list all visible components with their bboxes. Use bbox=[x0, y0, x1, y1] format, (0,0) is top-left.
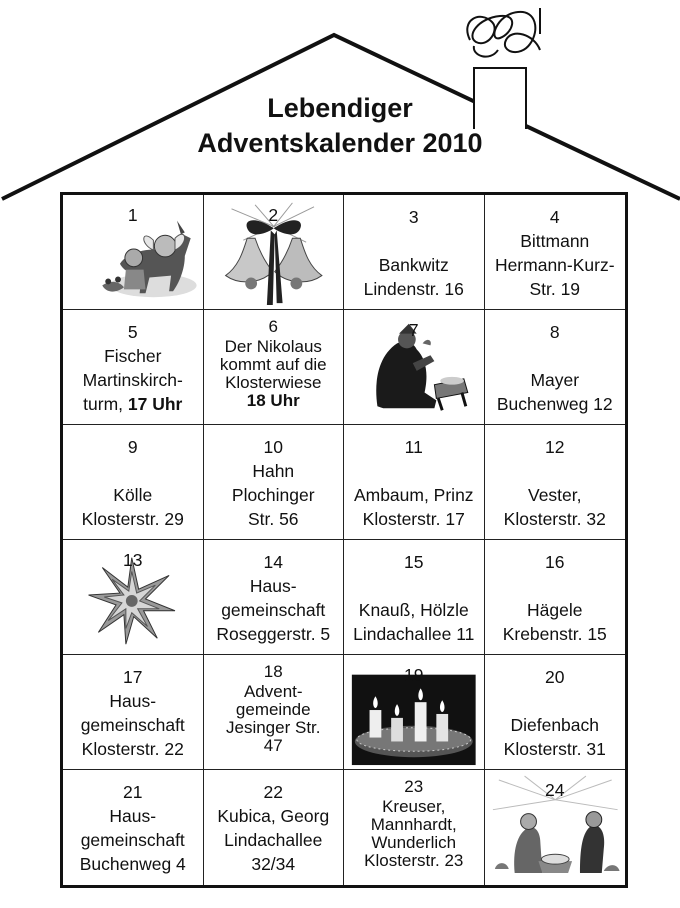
door-text-line: Wunderlich bbox=[371, 833, 457, 852]
door-text-line: Klosterstr. 22 bbox=[81, 739, 184, 759]
door-text-line: Lindachallee bbox=[224, 830, 323, 850]
page-title-line-2: Adventskalender 2010 bbox=[197, 128, 483, 158]
day-number: 7 bbox=[408, 320, 419, 340]
door-text-line: Fischer bbox=[104, 346, 162, 366]
day-number: 17 bbox=[123, 667, 143, 687]
door-text-line: Haus- bbox=[109, 806, 157, 826]
day-number: 10 bbox=[263, 437, 283, 457]
door-text-line: Bankwitz bbox=[378, 255, 449, 275]
door-text-line: Buchenweg 12 bbox=[496, 394, 613, 414]
door-text-line: Vester, bbox=[527, 485, 582, 505]
door-text-line: gemeinschaft bbox=[221, 600, 326, 620]
door-text-line: Hahn bbox=[252, 461, 295, 481]
door-text-line: Klosterstr. 17 bbox=[362, 509, 465, 529]
door-text-line: Kölle bbox=[113, 485, 153, 505]
door-text-line: Str. 19 bbox=[529, 279, 581, 299]
door-text-line: Klosterstr. 31 bbox=[503, 739, 606, 759]
calendar-door-21 bbox=[63, 770, 204, 885]
calendar-door-12 bbox=[485, 425, 626, 540]
door-text-line: gemeinde bbox=[235, 700, 311, 719]
door-text-line: Mannhardt, bbox=[370, 815, 457, 834]
day-number: 21 bbox=[123, 782, 143, 802]
calendar-door-2 bbox=[204, 195, 345, 310]
calendar-door-6 bbox=[204, 310, 345, 425]
door-text-part: turm, bbox=[83, 394, 128, 414]
day-number: 12 bbox=[545, 437, 565, 457]
calendar-door-5 bbox=[63, 310, 204, 425]
chimney-smoke bbox=[467, 8, 540, 57]
calendar-door-1 bbox=[63, 195, 204, 310]
page-title-line-1: Lebendiger bbox=[267, 93, 413, 123]
door-text-line: Lindachallee 11 bbox=[353, 624, 475, 644]
door-text-line: Diefenbach bbox=[510, 715, 600, 735]
door-text-line: Mayer bbox=[530, 370, 580, 390]
day-number: 18 bbox=[263, 662, 283, 681]
calendar-door-18 bbox=[204, 655, 345, 770]
day-number: 16 bbox=[545, 552, 565, 572]
calendar-door-9 bbox=[63, 425, 204, 540]
calendar-door-8 bbox=[485, 310, 626, 425]
door-time: 18 Uhr bbox=[246, 391, 300, 410]
door-text-line: Bittmann bbox=[520, 231, 590, 251]
door-text-line: kommt auf die bbox=[219, 355, 327, 374]
day-number: 13 bbox=[123, 550, 143, 570]
day-number: 22 bbox=[263, 782, 283, 802]
day-number: 15 bbox=[404, 552, 424, 572]
door-text-line: Advent- bbox=[243, 682, 303, 701]
day-number: 8 bbox=[549, 322, 560, 342]
calendar-door-16 bbox=[485, 540, 626, 655]
door-text-line: Klosterstr. 32 bbox=[503, 509, 606, 529]
calendar-door-19 bbox=[344, 655, 485, 770]
door-text-line: 47 bbox=[263, 736, 283, 755]
day-number: 5 bbox=[127, 322, 138, 342]
door-text-line: Hermann-Kurz- bbox=[494, 255, 615, 275]
calendar-door-7 bbox=[344, 310, 485, 425]
day-number: 19 bbox=[404, 665, 424, 685]
door-text-line bbox=[63, 392, 203, 416]
door-text-line: Der Nikolaus bbox=[224, 337, 322, 356]
day-number: 6 bbox=[268, 317, 278, 336]
calendar-door-3 bbox=[344, 195, 485, 310]
door-text-line: Lindenstr. 16 bbox=[363, 279, 464, 299]
door-text-line: Klosterstr. 29 bbox=[81, 509, 184, 529]
calendar-door-24 bbox=[485, 770, 626, 885]
calendar-door-17 bbox=[63, 655, 204, 770]
advent-calendar-grid bbox=[60, 192, 628, 888]
door-text-line: Kreuser, bbox=[382, 797, 446, 816]
calendar-door-23 bbox=[344, 770, 485, 885]
door-text-line: Str. 56 bbox=[247, 509, 299, 529]
calendar-door-22 bbox=[204, 770, 345, 885]
day-number: 1 bbox=[127, 205, 138, 225]
door-text-line: gemeinschaft bbox=[80, 715, 185, 735]
day-number: 4 bbox=[549, 207, 560, 227]
day-number: 20 bbox=[545, 667, 565, 687]
door-text-line: 32/34 bbox=[251, 854, 296, 874]
day-number: 11 bbox=[404, 437, 423, 457]
door-text-line: Haus- bbox=[109, 691, 157, 711]
door-text-line: Klosterstr. 23 bbox=[364, 851, 464, 870]
door-text-line: Jesinger Str. bbox=[226, 718, 321, 737]
day-number: 3 bbox=[408, 207, 419, 227]
calendar-door-13 bbox=[63, 540, 204, 655]
door-text-line: Martinskirch- bbox=[82, 370, 183, 390]
door-text-line: Kubica, Georg bbox=[217, 806, 330, 826]
day-number: 9 bbox=[127, 437, 138, 457]
calendar-door-15 bbox=[344, 540, 485, 655]
calendar-door-20 bbox=[485, 655, 626, 770]
calendar-door-4 bbox=[485, 195, 626, 310]
door-time: 17 Uhr bbox=[127, 394, 183, 414]
door-text-line: Roseggerstr. 5 bbox=[216, 624, 331, 644]
door-text-line: Hägele bbox=[527, 600, 583, 620]
door-text-line: Krebenstr. 15 bbox=[502, 624, 607, 644]
day-number: 23 bbox=[404, 777, 424, 796]
door-text-line: Plochinger bbox=[231, 485, 315, 505]
door-text-line: gemeinschaft bbox=[80, 830, 185, 850]
door-text-line: Ambaum, Prinz bbox=[353, 485, 474, 505]
day-number: 24 bbox=[545, 780, 565, 800]
calendar-door-10 bbox=[204, 425, 345, 540]
calendar-door-14 bbox=[204, 540, 345, 655]
door-text-line: Buchenweg 4 bbox=[79, 854, 186, 874]
calendar-door-11 bbox=[344, 425, 485, 540]
day-number: 2 bbox=[268, 205, 279, 225]
day-number: 14 bbox=[263, 552, 283, 572]
door-text-line: Klosterwiese bbox=[225, 373, 322, 392]
door-text-line: Knauß, Hölzle bbox=[358, 600, 469, 620]
door-text-line: Haus- bbox=[249, 576, 297, 596]
